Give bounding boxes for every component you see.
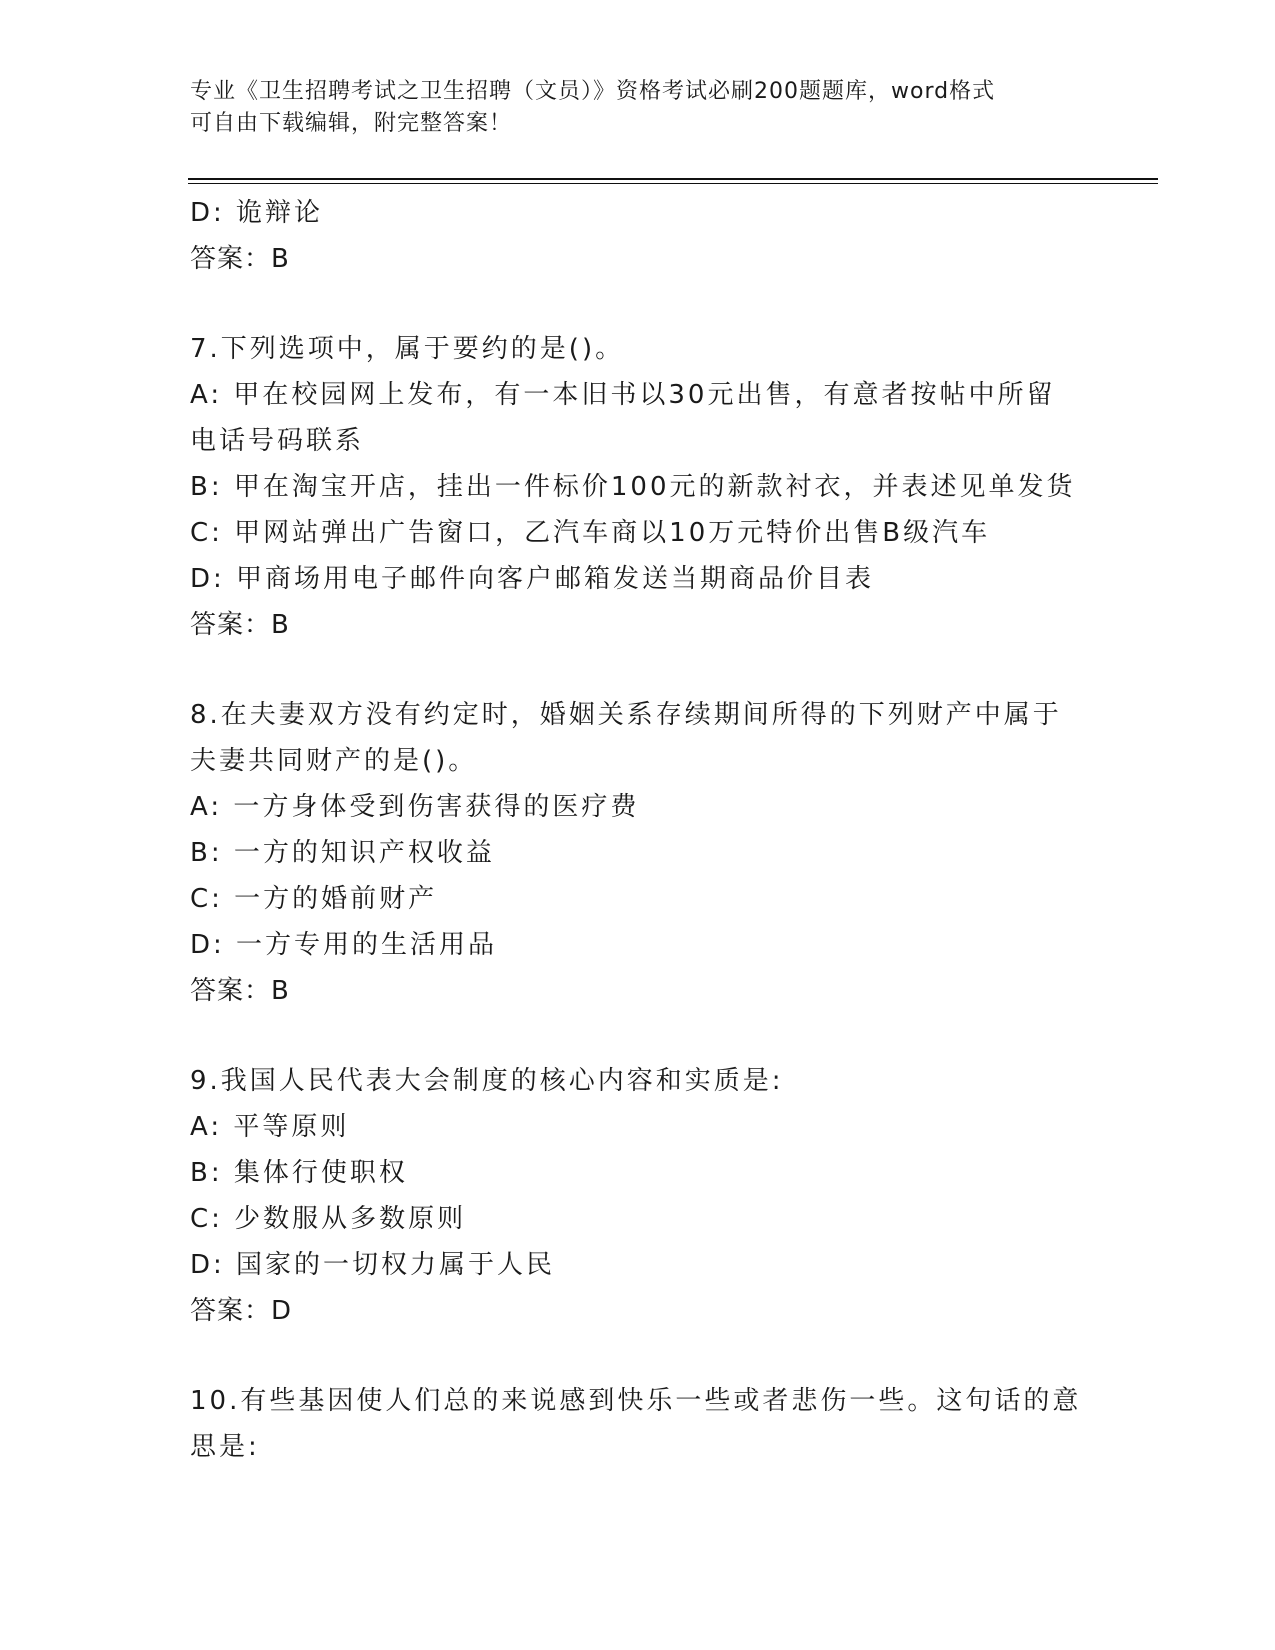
- question-8-answer: 答案：B: [190, 976, 290, 1006]
- header-divider-thin: [188, 183, 1158, 184]
- question-8-option-c: C: 一方的婚前财产: [190, 884, 438, 914]
- spacer: [190, 1014, 1090, 1058]
- header-title-line-2: 可自由下载编辑，附完整答案！: [190, 111, 513, 136]
- question-10-stem-continued: 思是:: [190, 1432, 260, 1462]
- question-6: [190, 190, 1090, 282]
- question-9: [190, 1058, 1090, 1334]
- question-10: [190, 1378, 1090, 1470]
- spacer: [190, 1334, 1090, 1378]
- question-9-option-d: D: 国家的一切权力属于人民: [190, 1250, 556, 1280]
- question-7-option-a: A: 甲在校园网上发布，有一本旧书以30元出售，有意者按帖中所留: [190, 380, 1056, 410]
- question-list: [190, 190, 1090, 1470]
- spacer: [190, 648, 1090, 692]
- question-9-answer: 答案：D: [190, 1296, 293, 1326]
- question-8-option-a: A: 一方身体受到伤害获得的医疗费: [190, 792, 640, 822]
- question-7-option-b: B: 甲在淘宝开店，挂出一件标价100元的新款衬衣，并表述见单发货: [190, 472, 1076, 502]
- question-8-stem-continued: 夫妻共同财产的是()。: [190, 746, 478, 776]
- question-7: [190, 326, 1090, 648]
- question-10-stem: 10.有些基因使人们总的来说感到快乐一些或者悲伤一些。这句话的意: [190, 1386, 1082, 1416]
- spacer: [190, 282, 1090, 326]
- question-7-option-a-continued: 电话号码联系: [190, 426, 365, 456]
- document-header: [190, 76, 1090, 140]
- question-7-stem: 7.下列选项中，属于要约的是()。: [190, 334, 625, 364]
- question-8-option-b: B: 一方的知识产权收益: [190, 838, 495, 868]
- question-9-option-b: B: 集体行使职权: [190, 1158, 408, 1188]
- question-7-answer: 答案：B: [190, 610, 290, 640]
- question-8-stem: 8.在夫妻双方没有约定时，婚姻关系存续期间所得的下列财产中属于: [190, 700, 1062, 730]
- question-9-stem: 9.我国人民代表大会制度的核心内容和实质是:: [190, 1066, 784, 1096]
- question-9-option-c: C: 少数服从多数原则: [190, 1204, 467, 1234]
- header-title-line-1: 专业《卫生招聘考试之卫生招聘（文员）》资格考试必刷200题题库，word格式: [190, 79, 996, 104]
- question-9-option-a: A: 平等原则: [190, 1112, 350, 1142]
- question-6-option-d: D: 诡辩论: [190, 198, 324, 228]
- header-divider-thick: [188, 178, 1158, 180]
- question-7-option-d: D: 甲商场用电子邮件向客户邮箱发送当期商品价目表: [190, 564, 875, 594]
- question-8: [190, 692, 1090, 1014]
- question-8-option-d: D: 一方专用的生活用品: [190, 930, 498, 960]
- question-7-option-c: C: 甲网站弹出广告窗口，乙汽车商以10万元特价出售B级汽车: [190, 518, 991, 548]
- question-6-answer: 答案：B: [190, 244, 290, 274]
